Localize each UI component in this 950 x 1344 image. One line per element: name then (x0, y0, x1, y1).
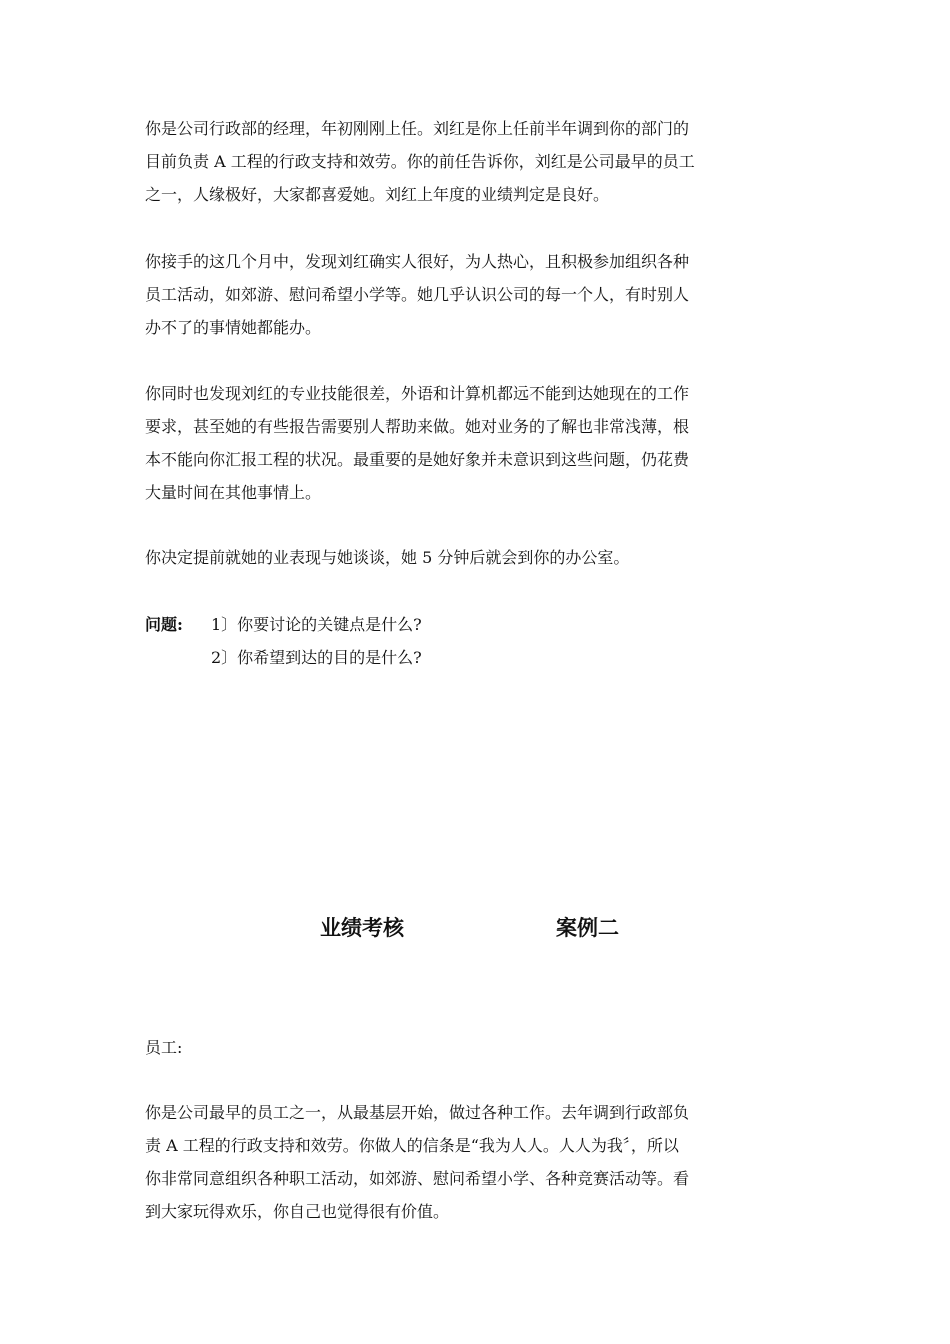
text-line: 之一，人缘极好，大家都喜爱她。刘红上年度的业绩判定是良好。 (145, 185, 610, 204)
text-line: 你决定提前就她的业表现与她谈谈，她 5 分钟后就会到你的办公室。 (145, 548, 630, 567)
text-line: 办不了的事情她都能办。 (145, 318, 322, 337)
text-line: 大量时间在其他事情上。 (145, 483, 322, 502)
question-item: 2〕你希望到达的目的是什么? (211, 648, 422, 667)
text-line: 责 A 工程的行政支持和效劳。你做人的信条是“我为人人。人人为我〞，所以 (145, 1136, 679, 1155)
text-line: 你是公司最早的员工之一，从最基层开始，做过各种工作。去年调到行政部负 (145, 1103, 690, 1122)
text-line: 员工活动，如郊游、慰问希望小学等。她几乎认识公司的每一个人，有时别人 (145, 285, 690, 304)
text-line: 要求，甚至她的有些报告需要别人帮助来做。她对业务的了解也非常浅薄，根 (145, 417, 690, 436)
text-line: 你接手的这几个月中，发现刘红确实人很好，为人热心，且积极参加组织各种 (145, 252, 690, 271)
text-line: 你同时也发现刘红的专业技能很差，外语和计算机都远不能到达她现在的工作 (145, 384, 690, 403)
paragraph-skills (145, 377, 807, 509)
text-line: 目前负责 A 工程的行政支持和效劳。你的前任告诉你，刘红是公司最早的员工 (145, 152, 695, 171)
text-line: 你非常同意组织各种职工活动，如郊游、慰问希望小学、各种竞赛活动等。看 (145, 1169, 690, 1188)
questions-block (145, 608, 422, 674)
paragraph-decision (145, 541, 807, 574)
text-line: 你是公司行政部的经理，年初刚刚上任。刘红是你上任前半年调到你的部门的 (145, 119, 690, 138)
questions-label: 问题: (145, 615, 183, 634)
paragraph-intro (145, 112, 807, 211)
paragraph-employee (145, 1096, 807, 1228)
text-line: 本不能向你汇报工程的状况。最重要的是她好象并未意识到这些问题，仍花费 (145, 450, 690, 469)
employee-label (145, 1031, 807, 1064)
question-row-1 (145, 608, 422, 641)
title-left: 业绩考核 (320, 915, 404, 940)
text-line: 到大家玩得欢乐，你自己也觉得很有价值。 (145, 1202, 450, 1221)
question-item: 1〕你要讨论的关键点是什么? (211, 615, 422, 634)
paragraph-observation (145, 245, 807, 344)
title-right: 案例二 (556, 915, 619, 940)
text-line: 员工: (145, 1038, 183, 1057)
